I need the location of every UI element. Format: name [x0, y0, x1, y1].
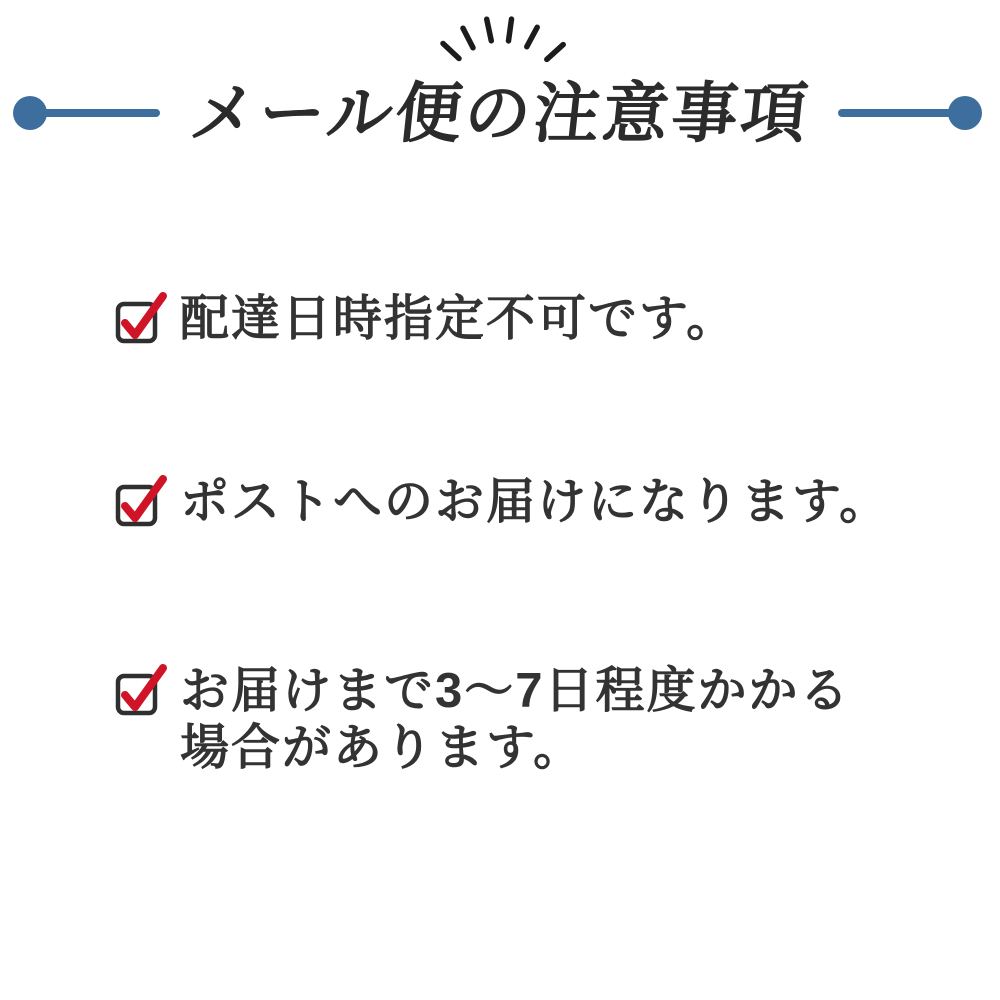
list-item-line: ポストへのお届けになります。: [180, 475, 891, 529]
list-item-text: [180, 291, 737, 348]
list-item: [114, 474, 890, 531]
list-item-text: [180, 663, 851, 777]
accent-dot-right: [948, 96, 982, 130]
list-item: [114, 663, 851, 777]
section-header: [0, 0, 1000, 170]
page-title: メール便の注意事項: [186, 76, 814, 150]
list-item-line: 配達日時指定不可です。: [180, 292, 738, 346]
accent-line-right: [838, 109, 952, 117]
list-item-text: [180, 474, 890, 531]
list-item: [114, 291, 737, 348]
list-item-line: お届けまで3〜7日程度かかる: [180, 664, 851, 718]
checked-checkbox-icon: [114, 474, 168, 528]
list-item-line: 場合があります。: [180, 721, 585, 775]
checked-checkbox-icon: [114, 663, 168, 717]
checked-checkbox-icon: [114, 291, 168, 345]
